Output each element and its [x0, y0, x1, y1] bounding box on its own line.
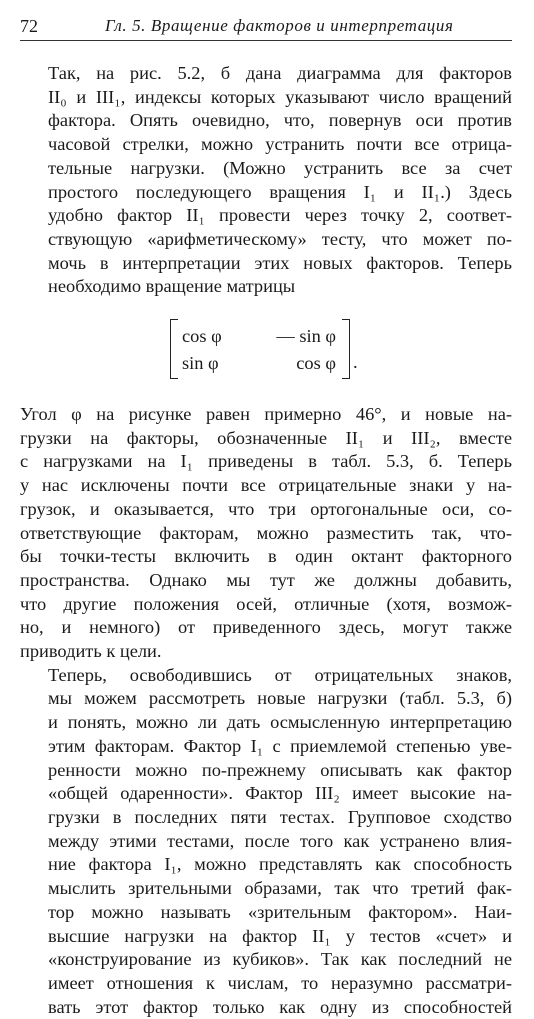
- paragraph-3: [20, 664, 512, 1019]
- text-line: II₀ и III₁, индексы которых указывают число вращений: [48, 86, 512, 107]
- text-line: «общей одаренности». Фактор III₂ имеет высокие на-: [48, 783, 512, 804]
- matrix-cell-21: sin φ: [182, 353, 219, 374]
- matrix-right-bracket: [342, 319, 350, 379]
- text-line: высшие нагрузки на фактор II₁ у тестов «счет» и: [48, 925, 512, 946]
- running-title: Гл. 5. Вращение факторов и интерпретация: [105, 16, 454, 35]
- text-line: простого последующего вращения I₁ и II₁.) Здесь: [48, 181, 512, 202]
- text-line: ствующую «арифметическому» тесту, что может по-: [48, 228, 512, 249]
- page-header: [20, 14, 512, 41]
- text-line: фактора. Опять очевидно, что, повернув оси против: [48, 110, 512, 131]
- text-line: между этими тестами, после того как устранено влия-: [48, 830, 512, 851]
- text-line: Угол φ на рисунке равен примерно 46°, и новые на-: [20, 404, 512, 425]
- text-line: приводить к цели.: [20, 641, 162, 662]
- text-line: вать этот фактор только как одну из способностей: [48, 996, 512, 1017]
- text-line: грузки в последних пяти тестах. Групповое сходство: [48, 806, 512, 827]
- rotation-matrix-block: [20, 311, 512, 393]
- text-line: бы точки-тесты включить в один октант факторного: [20, 546, 512, 567]
- body-text: [20, 62, 512, 1019]
- text-line: пространства. Однако мы тут же должны добавить,: [20, 569, 512, 590]
- text-line: у нас исключены почти все отрицательные знаки у на-: [20, 475, 512, 496]
- text-line: мыслить зрительными образами, так что третий фак-: [48, 878, 512, 899]
- text-line: грузки на факторы, обозначенные II₁ и III₂, вместе: [20, 427, 512, 448]
- rotation-matrix: [170, 319, 358, 379]
- text-line: удобно фактор II₁ провести через точку 2, соответ-: [48, 205, 512, 226]
- text-line: тор можно называть «зрительным фактором». Наи-: [48, 901, 512, 922]
- text-line: мочь в интерпретации этих новых факторов. Теперь: [48, 252, 512, 273]
- text-line: часовой стрелки, можно устранить почти все отрица-: [48, 134, 512, 155]
- paragraph-1: [20, 62, 512, 299]
- matrix-cell-12: — sin φ: [276, 326, 336, 347]
- text-line: имеет отношения к числам, то неразумно рассматри-: [48, 972, 512, 993]
- text-line: ние фактора I₁, можно представлять как способность: [48, 854, 512, 875]
- text-line: тельные нагрузки. (Можно устранить все за счет: [48, 157, 512, 178]
- text-line: «конструирование из кубиков». Так как последний не: [48, 949, 512, 970]
- text-line: грузок, и оказывается, что три ортогональные оси, со-: [20, 498, 512, 519]
- paragraph-2: [20, 403, 512, 664]
- matrix-left-bracket: [170, 319, 178, 379]
- text-line: Так, на рис. 5.2, б дана диаграмма для факторов: [48, 63, 512, 83]
- matrix-cell-22: cos φ: [296, 353, 336, 374]
- text-line: и понять, можно ли дать осмысленную интерпретацию: [48, 712, 512, 733]
- text-line: этим факторам. Фактор I₁ с приемлемой степенью уве-: [48, 735, 512, 756]
- page-number: 72: [20, 16, 38, 36]
- text-line: необходимо вращение матрицы: [48, 276, 296, 297]
- matrix-end-punctuation: .: [353, 352, 358, 373]
- text-line: мы можем рассмотреть новые нагрузки (табл. 5.3, б): [48, 688, 512, 709]
- matrix-cell-11: cos φ: [182, 326, 222, 347]
- text-line: с нагрузками на I₁ приведены в табл. 5.3, б. Теперь: [20, 451, 512, 472]
- text-line: что другие положения осей, отличные (хотя, возмож-: [20, 593, 512, 614]
- text-line: но, и немного) от приведенного здесь, могут также: [20, 617, 512, 638]
- text-line: Теперь, освободившись от отрицательных знаков,: [48, 664, 512, 685]
- text-line: ренности можно по-прежнему описывать как фактор: [48, 759, 512, 780]
- text-line: ответствующие факторам, можно разместить так, что-: [20, 522, 512, 543]
